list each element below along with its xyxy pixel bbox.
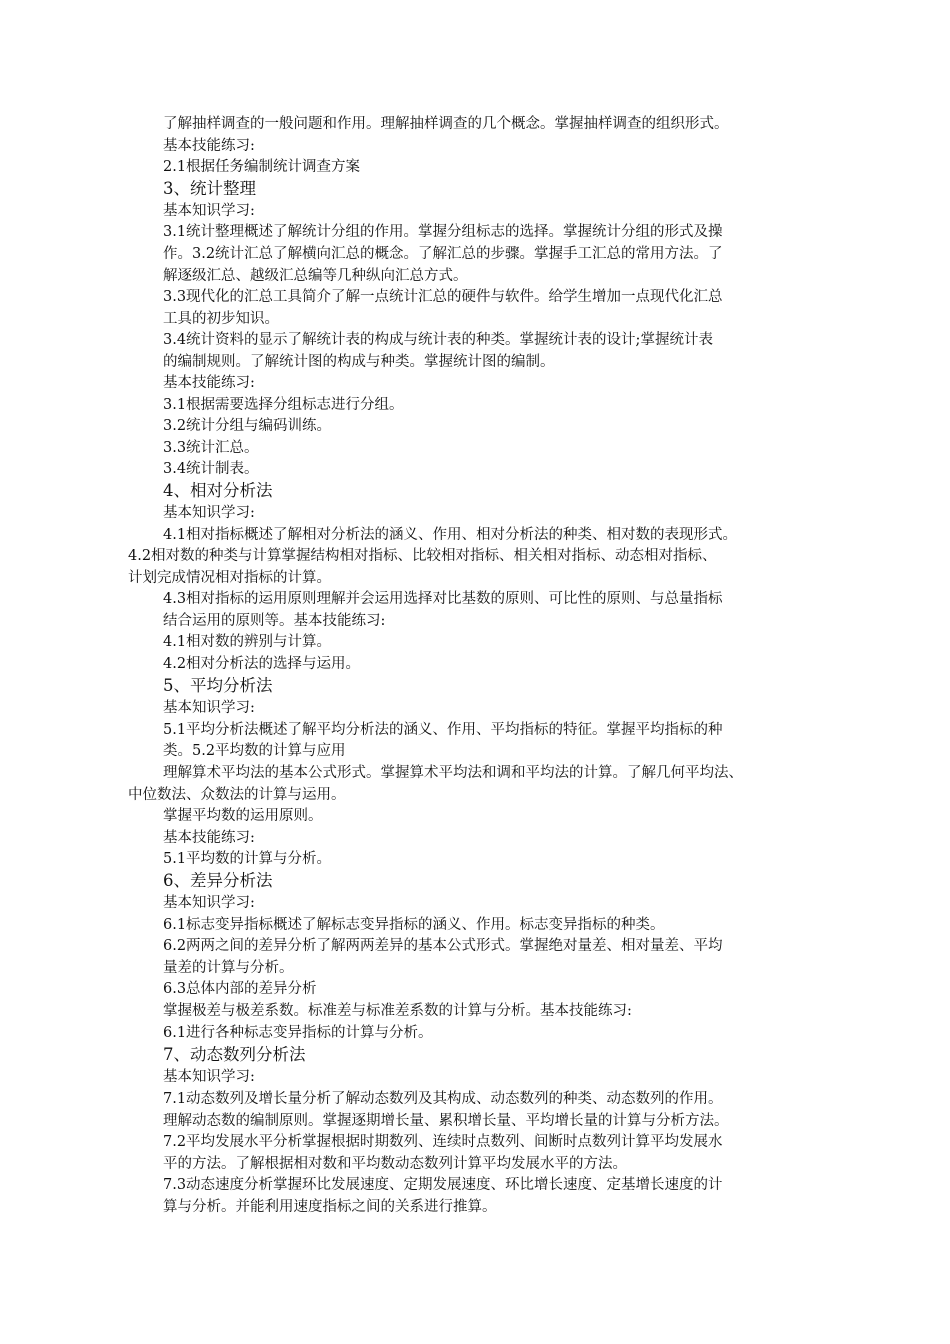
text-line: 掌握平均数的运用原则。	[163, 808, 323, 824]
text-line: 结合运用的原则等。基本技能练习:	[163, 613, 386, 629]
text-line: 基本技能练习:	[163, 138, 255, 154]
text-line: 基本技能练习:	[163, 830, 255, 846]
text-line: 3.1统计整理概述了解统计分组的作用。掌握分组标志的选择。掌握统计分组的形式及操	[163, 224, 723, 240]
text-line: 6.3总体内部的差异分析	[163, 981, 317, 997]
text-line: 平的方法。了解根据相对数和平均数动态数列计算平均发展水平的方法。	[163, 1156, 627, 1172]
text-line: 3.4统计制表。	[163, 461, 259, 477]
text-line: 4.1相对数的辨别与计算。	[163, 634, 332, 650]
text-line: 基本技能练习:	[163, 375, 255, 391]
text-line: 作。3.2统计汇总了解横向汇总的概念。了解汇总的步骤。掌握手工汇总的常用方法。了	[163, 246, 723, 262]
text-line: 6.2两两之间的差异分析了解两两差异的基本公式形式。掌握绝对量差、相对量差、平均	[163, 938, 723, 954]
text-line: 了解抽样调查的一般问题和作用。理解抽样调查的几个概念。掌握抽样调查的组织形式。	[163, 116, 729, 132]
text-line: 理解动态数的编制原则。掌握逐期增长量、累积增长量、平均增长量的计算与分析方法。	[163, 1113, 729, 1129]
text-line: 理解算术平均法的基本公式形式。掌握算术平均法和调和平均法的计算。了解几何平均法、	[163, 765, 743, 781]
section-heading: 6、差异分析法	[163, 871, 273, 890]
text-line: 工具的初步知识。	[163, 311, 279, 327]
text-line: 基本知识学习:	[163, 895, 255, 911]
section-heading: 4、相对分析法	[163, 481, 273, 500]
text-line: 5.1平均数的计算与分析。	[163, 851, 332, 867]
text-line: 掌握极差与极差系数。标准差与标准差系数的计算与分析。基本技能练习:	[163, 1003, 632, 1019]
text-line: 6.1进行各种标志变异指标的计算与分析。	[163, 1025, 433, 1041]
text-line: 3.3统计汇总。	[163, 440, 259, 456]
section-heading: 5、平均分析法	[163, 676, 273, 695]
text-line: 量差的计算与分析。	[163, 960, 294, 976]
text-line: 基本知识学习:	[163, 203, 255, 219]
text-line: 4.2相对分析法的选择与运用。	[163, 656, 361, 672]
text-line: 2.1根据任务编制统计调查方案	[163, 159, 361, 175]
text-line: 基本知识学习:	[163, 505, 255, 521]
text-line: 3.2统计分组与编码训练。	[163, 418, 332, 434]
text-line: 4.3相对指标的运用原则理解并会运用选择对比基数的原则、可比性的原则、与总量指标	[163, 591, 723, 607]
text-line: 4.2相对数的种类与计算掌握结构相对指标、比较相对指标、相关相对指标、动态相对指标、	[128, 548, 717, 564]
text-line: 4.1相对指标概述了解相对分析法的涵义、作用、相对分析法的种类、相对数的表现形式。	[163, 527, 738, 543]
text-line: 7.1动态数列及增长量分析了解动态数列及其构成、动态数列的种类、动态数列的作用。	[163, 1091, 723, 1107]
text-line: 中位数法、众数法的计算与运用。	[128, 787, 346, 803]
text-line: 基本知识学习:	[163, 1069, 255, 1085]
text-line: 算与分析。并能利用速度指标之间的关系进行推算。	[163, 1199, 497, 1215]
text-line: 5.1平均分析法概述了解平均分析法的涵义、作用、平均指标的特征。掌握平均指标的种	[163, 722, 723, 738]
text-line: 解逐级汇总、越级汇总编等几种纵向汇总方式。	[163, 268, 468, 284]
section-heading: 7、动态数列分析法	[163, 1045, 306, 1064]
text-line: 计划完成情况相对指标的计算。	[128, 570, 331, 586]
text-line: 6.1标志变异指标概述了解标志变异指标的涵义、作用。标志变异指标的种类。	[163, 917, 665, 933]
text-line: 3.1根据需要选择分组标志进行分组。	[163, 397, 404, 413]
text-line: 3.4统计资料的显示了解统计表的构成与统计表的种类。掌握统计表的设计;掌握统计表	[163, 332, 713, 348]
text-line: 7.3动态速度分析掌握环比发展速度、定期发展速度、环比增长速度、定基增长速度的计	[163, 1177, 723, 1193]
section-heading: 3、统计整理	[163, 179, 256, 198]
text-line: 类。5.2平均数的计算与应用	[163, 743, 346, 759]
text-line: 7.2平均发展水平分析掌握根据时期数列、连续时点数列、间断时点数列计算平均发展水	[163, 1134, 723, 1150]
text-line: 的编制规则。了解统计图的构成与种类。掌握统计图的编制。	[163, 354, 555, 370]
text-line: 基本知识学习:	[163, 700, 255, 716]
text-line: 3.3现代化的汇总工具简介了解一点统计汇总的硬件与软件。给学生增加一点现代化汇总	[163, 289, 723, 305]
